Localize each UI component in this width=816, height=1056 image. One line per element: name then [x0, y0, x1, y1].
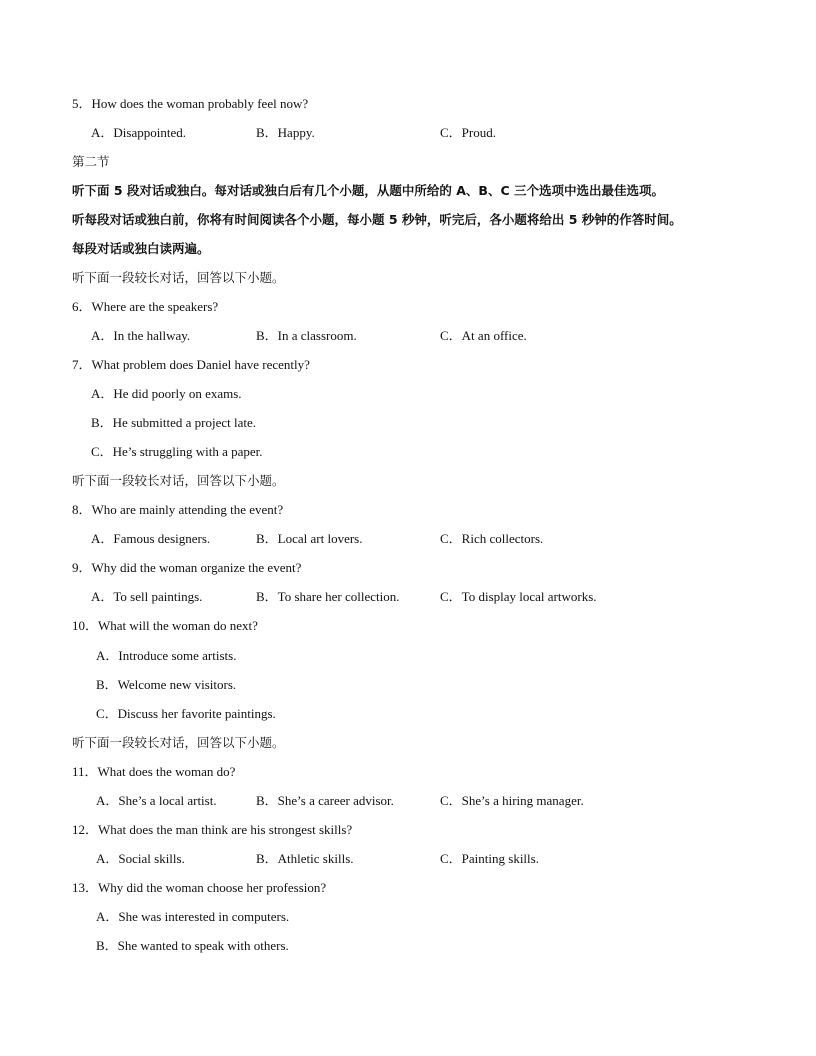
question-6-option-a: A．In the hallway. — [91, 328, 191, 343]
question-10-option-b: B．Welcome new visitors. — [96, 677, 237, 692]
question-12-stem: 12．What does the man think are his strongest skills? — [72, 822, 353, 837]
question-7-option-a: A．He did poorly on exams. — [91, 386, 242, 401]
question-5-option-c: C．Proud. — [440, 125, 496, 140]
question-13-option-a: A．She was interested in computers. — [96, 909, 290, 924]
question-11-option-c: C．She’s a hiring manager. — [440, 793, 584, 808]
section-instruction-3: 每段对话或独白读两遍。 — [72, 241, 210, 256]
question-12-option-a: A．Social skills. — [96, 851, 185, 866]
question-12-option-c: C．Painting skills. — [440, 851, 539, 866]
question-9-option-a: A．To sell paintings. — [91, 589, 203, 604]
question-11-option-b: B．She’s a career advisor. — [256, 793, 394, 808]
question-7-option-c: C．He’s struggling with a paper. — [91, 444, 263, 459]
question-5-stem: 5．How does the woman probably feel now? — [72, 96, 309, 111]
question-5-option-a: A．Disappointed. — [91, 125, 186, 140]
question-13-option-b: B．She wanted to speak with others. — [96, 938, 289, 953]
question-9-stem: 9．Why did the woman organize the event? — [72, 560, 302, 575]
question-10-option-c: C．Discuss her favorite paintings. — [96, 706, 276, 721]
listening-prompt: 听下面一段较长对话，回答以下小题。 — [72, 473, 285, 488]
question-13-stem: 13．Why did the woman choose her profession? — [72, 880, 327, 895]
section-instruction-1: 听下面 5 段对话或独白。每对话或独白后有几个小题，从题中所给的 A、B、C 三个选项中选出最佳选项。 — [72, 183, 664, 198]
question-8-stem: 8．Who are mainly attending the event? — [72, 502, 284, 517]
listening-prompt: 听下面一段较长对话，回答以下小题。 — [72, 270, 285, 285]
question-5-option-b: B．Happy. — [256, 125, 315, 140]
question-10-option-a: A．Introduce some artists. — [96, 648, 237, 663]
question-11-option-a: A．She’s a local artist. — [96, 793, 217, 808]
question-8-option-a: A．Famous designers. — [91, 531, 211, 546]
question-6-option-b: B．In a classroom. — [256, 328, 357, 343]
question-8-option-b: B．Local art lovers. — [256, 531, 363, 546]
question-9-option-b: B．To share her collection. — [256, 589, 400, 604]
question-8-option-c: C．Rich collectors. — [440, 531, 544, 546]
question-6-option-c: C．At an office. — [440, 328, 527, 343]
question-10-stem: 10．What will the woman do next? — [72, 618, 258, 633]
question-9-option-c: C．To display local artworks. — [440, 589, 597, 604]
question-7-stem: 7．What problem does Daniel have recently? — [72, 357, 310, 372]
question-11-stem: 11．What does the woman do? — [72, 764, 236, 779]
section-title: 第二节 — [72, 154, 110, 169]
question-12-option-b: B．Athletic skills. — [256, 851, 354, 866]
question-6-stem: 6．Where are the speakers? — [72, 299, 219, 314]
section-instruction-2: 听每段对话或独白前，你将有时间阅读各个小题，每小题 5 秒钟，听完后，各小题将给出 5 秒钟的作答时间。 — [72, 212, 682, 227]
question-7-option-b: B．He submitted a project late. — [91, 415, 256, 430]
listening-prompt: 听下面一段较长对话，回答以下小题。 — [72, 735, 285, 750]
